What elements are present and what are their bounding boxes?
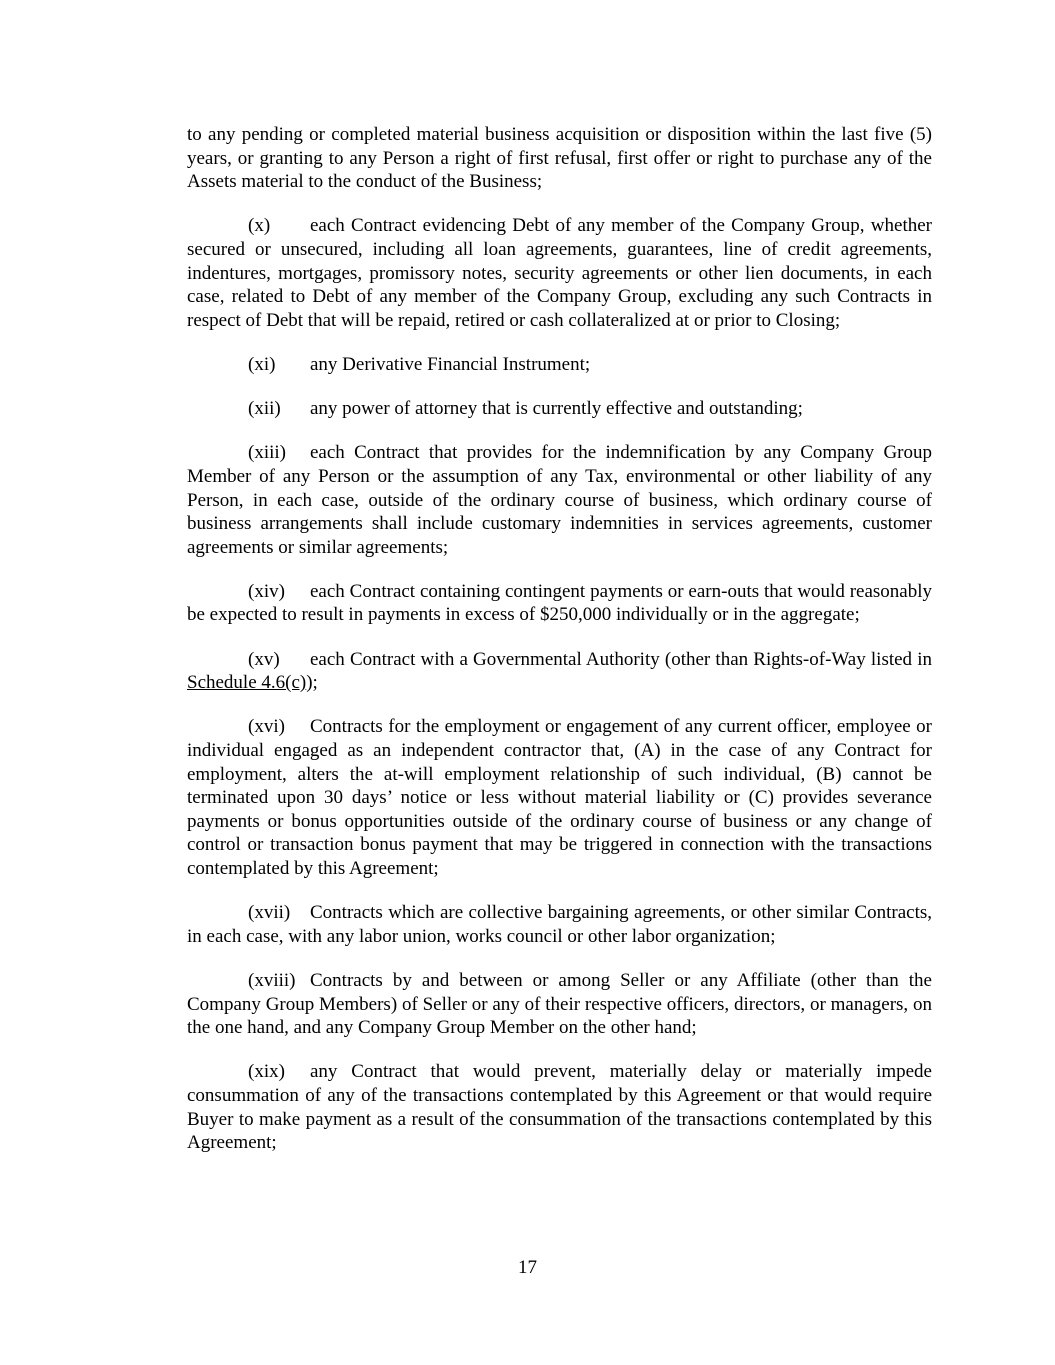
clause-text: Contracts which are collective bargaining agreements, or other similar Contracts, in each case, with any labor union, works council or other labor organization; [187, 902, 932, 947]
clause-text: Contracts for the employment or engagement of any current officer, employee or individual engaged as an independent contractor that, (A) in the case of any Contract for employment, alters the at-will employment relationship of such individual, (B) cannot be terminated upon 30 days’ notice or less without material liability or (C) provides severance payments or bonus opportunities outside of the ordinary course of business or any change of control or transaction bonus payment that may be triggered in connection with the transactions contemplated by this Agreement; [187, 716, 932, 879]
clause-xviii [187, 969, 932, 1040]
clause-number: (xvii) [248, 902, 291, 924]
clause-text: Contracts by and between or among Seller or any Affiliate (other than the Company Group Members) of Seller or any of their respective officers, directors, or managers, on the one hand, and any Company Group Member on the other hand; [187, 969, 932, 1039]
clause-xiii [187, 441, 932, 559]
clause-x [187, 214, 932, 332]
clause-xvi [187, 715, 932, 880]
clause-number: (xvi) [248, 716, 285, 738]
clause-xi [187, 353, 932, 377]
clause-text: any Derivative Financial Instrument; [310, 353, 591, 375]
page-number: 17 [518, 1257, 537, 1278]
clause-text: each Contract containing contingent payments or earn-outs that would reasonably be expected to result in payments in excess of $250,000 individually or in the aggregate; [187, 580, 932, 626]
clause-xv [187, 648, 932, 695]
clause-text-after-link: ); [306, 672, 318, 694]
clause-text: any Contract that would prevent, materially delay or materially impede consummation of any of the transactions contemplated by this Agreement or that would require Buyer to make payment as a result of the consummation of the transactions contemplated by this Agreement; [187, 1061, 932, 1154]
clause-number: (xii) [248, 398, 281, 420]
clause-number: (xi) [248, 353, 276, 375]
clause-number: (xviii) [248, 969, 296, 991]
clause-xii [187, 397, 932, 421]
clause-xiv [187, 580, 932, 627]
clause-xvii [187, 901, 932, 948]
clause-text: each Contract evidencing Debt of any member of the Company Group, whether secured or unsecured, including all loan agreements, guarantees, line of credit agreements, indentures, mortgages, promissory notes, security agreements or other lien documents, in each case, related to Debt of any member of the Company Group, excluding any such Contracts in respect of Debt that will be repaid, retired or cash collateralized at or prior to Closing; [187, 215, 932, 331]
clause-number: (xiii) [248, 442, 286, 464]
continuation-paragraph: to any pending or completed material business acquisition or disposition within the last five (5) years, or granting to any Person a right of first refusal, first offer or right to purchase any of the Assets material to the conduct of the Business; [187, 124, 932, 193]
clause-text: any power of attorney that is currently effective and outstanding; [310, 398, 803, 420]
clause-text-before-link: each Contract with a Governmental Authority (other than Rights-of-Way listed in [310, 648, 932, 670]
clause-number: (xv) [248, 648, 280, 670]
document-body [187, 123, 932, 1175]
schedule-reference-link[interactable]: Schedule 4.6(c) [187, 672, 307, 694]
clause-text: each Contract that provides for the indemnification by any Company Group Member of any Person or the assumption of any Tax, environmental or other liability of any Person, in each case, outside of the ordinary course of business, which ordinary course of business arrangements shall include customary indemnities in services agreements, customer agreements or similar agreements; [187, 442, 932, 558]
clause-xix [187, 1060, 932, 1154]
clause-number: (xix) [248, 1061, 285, 1083]
clause-number: (xiv) [248, 580, 285, 602]
clause-number: (x) [248, 215, 271, 237]
